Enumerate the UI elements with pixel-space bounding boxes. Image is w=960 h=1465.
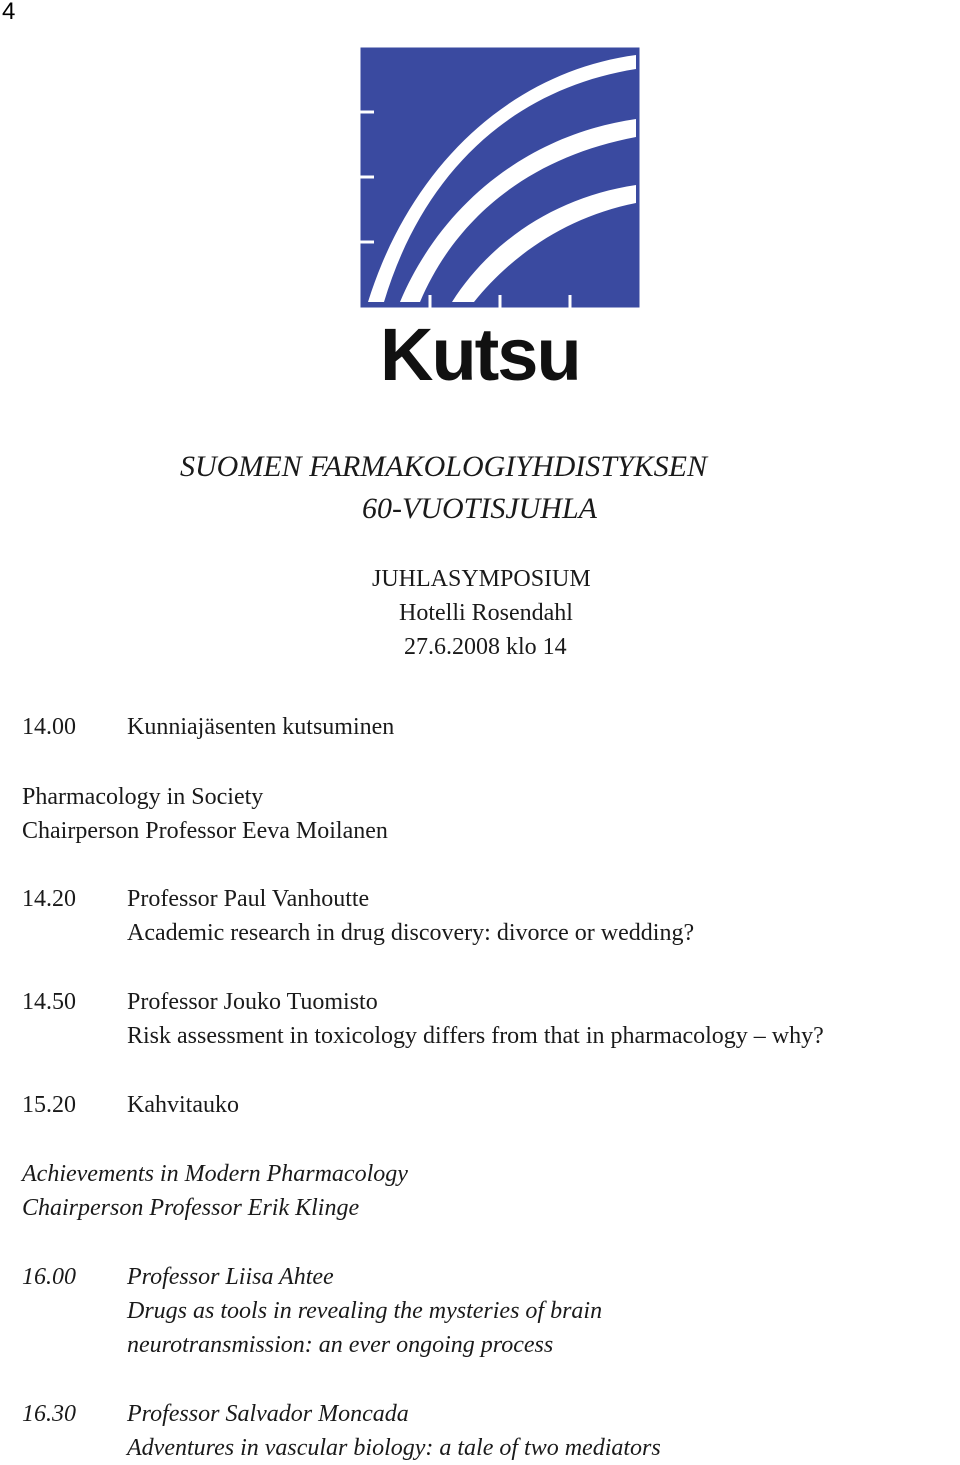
program-speaker: Professor Liisa Ahtee	[127, 1264, 334, 1290]
program-topic: Risk assessment in toxicology differs from that in pharmacology – why?	[127, 1023, 824, 1049]
event-venue: Hotelli Rosendahl	[399, 600, 573, 626]
society-logo-icon	[360, 47, 640, 308]
program-time: 16.30	[22, 1401, 76, 1427]
program-time: 16.00	[22, 1264, 76, 1290]
page-title: Kutsu	[380, 313, 580, 396]
program-topic: Academic research in drug discovery: divorce or wedding?	[127, 920, 695, 946]
program-speaker: Professor Jouko Tuomisto	[127, 989, 378, 1015]
program-speaker: Professor Salvador Moncada	[127, 1401, 409, 1427]
program-topic: Drugs as tools in revealing the mysteries of brain	[127, 1298, 603, 1324]
program-topic: neurotransmission: an ever ongoing process	[127, 1332, 554, 1358]
program-time: 14.20	[22, 886, 76, 912]
program-time: 14.00	[22, 714, 76, 740]
session-chair: Chairperson Professor Eeva Moilanen	[22, 818, 388, 844]
event-name: JUHLASYMPOSIUM	[372, 566, 591, 592]
page-number: 4	[2, 0, 16, 25]
program-time: 15.20	[22, 1092, 76, 1118]
anniversary-title: 60-VUOTISJUHLA	[362, 492, 597, 525]
event-datetime: 27.6.2008 klo 14	[404, 634, 567, 660]
program-topic: Adventures in vascular biology: a tale of two mediators	[127, 1435, 661, 1461]
session-title: Pharmacology in Society	[22, 784, 264, 810]
session-chair: Chairperson Professor Erik Klinge	[22, 1195, 360, 1221]
session-title: Achievements in Modern Pharmacology	[22, 1161, 408, 1187]
program-item-text: Kahvitauko	[127, 1092, 239, 1118]
organization-name: SUOMEN FARMAKOLOGIYHDISTYKSEN	[180, 450, 707, 483]
program-speaker: Professor Paul Vanhoutte	[127, 886, 370, 912]
program-item-text: Kunniajäsenten kutsuminen	[127, 714, 395, 740]
program-time: 14.50	[22, 989, 76, 1015]
